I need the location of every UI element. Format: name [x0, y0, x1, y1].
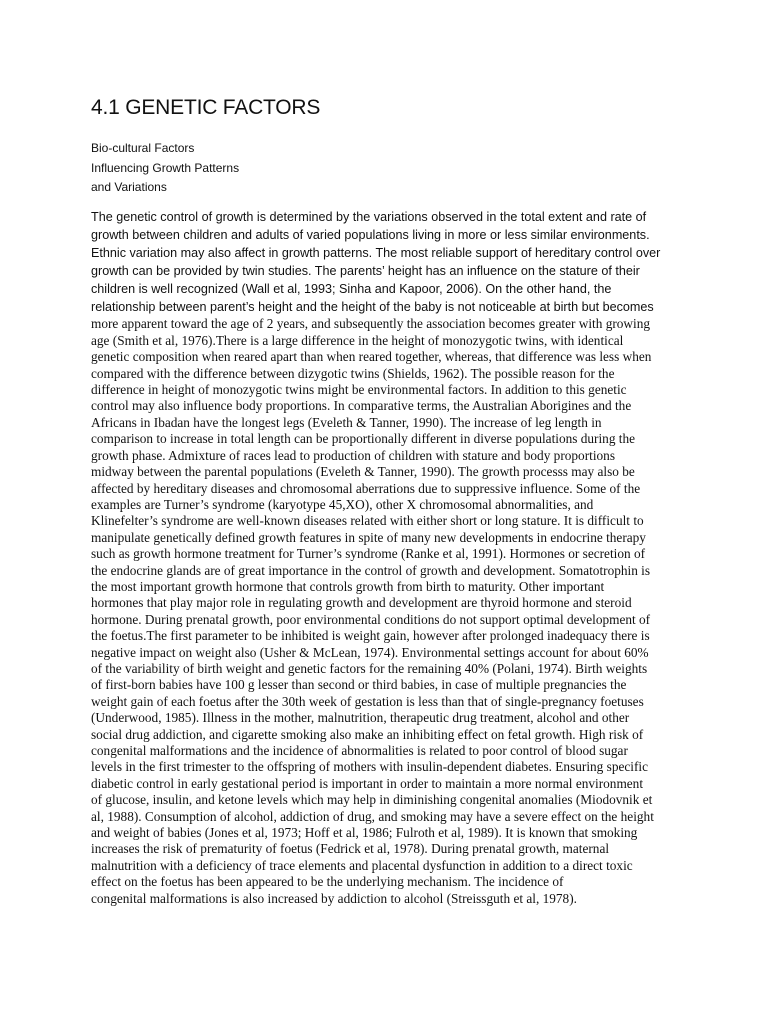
text-line: levels in the first trimester to the offspring of mothers with insulin-dependent diabetes. Ensuring specific [91, 759, 648, 775]
text-line: compared with the difference between dizygotic twins (Shields, 1962). The possible reason for the [91, 365, 615, 381]
subtitle-line: and Variations [91, 180, 167, 194]
text-line: Klinefelter’s syndrome are well-known diseases related with either short or long stature. It is difficult to [91, 513, 644, 529]
text-line: age (Smith et al, 1976).There is a large difference in the height of monozygotic twins, with identical [91, 332, 624, 348]
text-line: growth phase. Admixture of races lead to production of children with stature and body proportions [91, 447, 615, 463]
paragraph-serif-part [91, 316, 677, 907]
text-line: relationship between parent’s height and the height of the baby is not noticeable at birth but becomes [91, 299, 654, 314]
subtitle-line: Influencing Growth Patterns [91, 160, 240, 175]
text-line: comparison to increase in total length can be proportionally different in diverse populations during the [91, 431, 636, 447]
section-subtitle [91, 139, 691, 198]
text-line: hormones that play major role in regulating growth and development are thyroid hormone and steroid [91, 595, 632, 611]
text-line: the foetus.The first parameter to be inhibited is weight gain, however after prolonged inadequacy there is [91, 628, 650, 644]
text-line: social drug addiction, and cigarette smoking also make an inhibiting effect on fetal growth. High risk of [91, 726, 644, 742]
text-line: hormone. During prenatal growth, poor environmental conditions do not support optimal development of [91, 611, 651, 627]
text-line: diabetic control in early gestational period is important in order to maintain a more normal environment [91, 775, 644, 791]
text-line: manipulate genetically defined growth features in spite of many new developments in endocrine therapy [91, 529, 646, 545]
paragraph-sans-part [91, 209, 677, 316]
text-line: growth can be provided by twin studies. The parents’ height has an influence on the stature of their [91, 263, 640, 278]
text-line: examples are Turner’s syndrome (karyotype 45,XO), other X chromosomal abnormalities, and [91, 496, 594, 512]
text-line: Ethnic variation may also affect in growth patterns. The most reliable support of hereditary control over [91, 245, 661, 260]
text-line: malnutrition with a deficiency of trace elements and placental dysfunction in addition to a direct toxic [91, 857, 633, 873]
text-line: affected by hereditary diseases and chromosomal aberrations due to suppressive influence. Some of the [91, 480, 641, 496]
text-line: of the variability of birth weight and genetic factors for the remaining 40% (Polani, 1974). Birth weights [91, 660, 648, 676]
text-line: congenital malformations is also increased by addiction to alcohol (Streissguth et al, 1978). [91, 890, 577, 906]
text-line: increases the risk of prematurity of foetus (Fedrick et al, 1978). During prenatal growth, maternal [91, 841, 610, 857]
text-line: children is well recognized (Wall et al, 1993; Sinha and Kapoor, 2006). On the other hand, the [91, 281, 612, 296]
section-heading: 4.1 GENETIC FACTORS [91, 96, 321, 119]
text-line: (Underwood, 1985). Illness in the mother, malnutrition, therapeutic drug treatment, alcohol and other [91, 710, 630, 726]
text-line: effect on the foetus has been appeared to be the underlying mechanism. The incidence of [91, 874, 564, 890]
text-line: the endocrine glands are of great importance in the control of growth and development. Somatotrophin is [91, 562, 651, 578]
text-line: control may also influence body proportions. In comparative terms, the Australian Aborigines and the [91, 398, 632, 414]
text-line: of glucose, insulin, and ketone levels which may help in diminishing congenital anomalies (Miodovnik et [91, 792, 653, 808]
text-line: al, 1988). Consumption of alcohol, addiction of drug, and smoking may have a severe effect on the height [91, 808, 654, 824]
text-line: midway between the parental populations (Eveleth & Tanner, 1990). The growth processs may also be [91, 464, 635, 480]
body-paragraph [91, 209, 677, 907]
text-line: such as growth hormone treatment for Turner’s syndrome (Ranke et al, 1991). Hormones or secretion of [91, 546, 646, 562]
text-line: difference in height of monozygotic twins might be environmental factors. In addition to this genetic [91, 382, 627, 398]
text-line: The genetic control of growth is determined by the variations observed in the total extent and rate of [91, 210, 647, 224]
text-line: negative impact on weight also (Usher & McLean, 1974). Environmental settings account for about 60% [91, 644, 649, 660]
text-line: of first-born babies have 100 g lesser than second or third babies, in case of multiple pregnancies the [91, 677, 627, 693]
text-line: weight gain of each foetus after the 30th week of gestation is less than that of single-pregnancy foetuses [91, 693, 644, 709]
text-line: genetic composition when reared apart than when reared together, whereas, that difference was less when [91, 349, 652, 365]
text-line: and weight of babies (Jones et al, 1973; Hoff et al, 1986; Fulroth et al, 1989). It is known that smoking [91, 825, 638, 841]
text-line: congenital malformations and the incidence of abnormalities is related to poor control of blood sugar [91, 743, 628, 758]
text-line: more apparent toward the age of 2 years, and subsequently the association becomes greater with growing [91, 316, 651, 332]
text-line: growth between children and adults of varied populations living in more or less similar environments. [91, 227, 650, 242]
text-line: Africans in Ibadan have the longest legs (Eveleth & Tanner, 1990). The increase of leg length in [91, 414, 602, 430]
subtitle-line: Bio-cultural Factors [91, 141, 195, 155]
text-line: the most important growth hormone that controls growth from birth to maturity. Other important [91, 578, 605, 594]
